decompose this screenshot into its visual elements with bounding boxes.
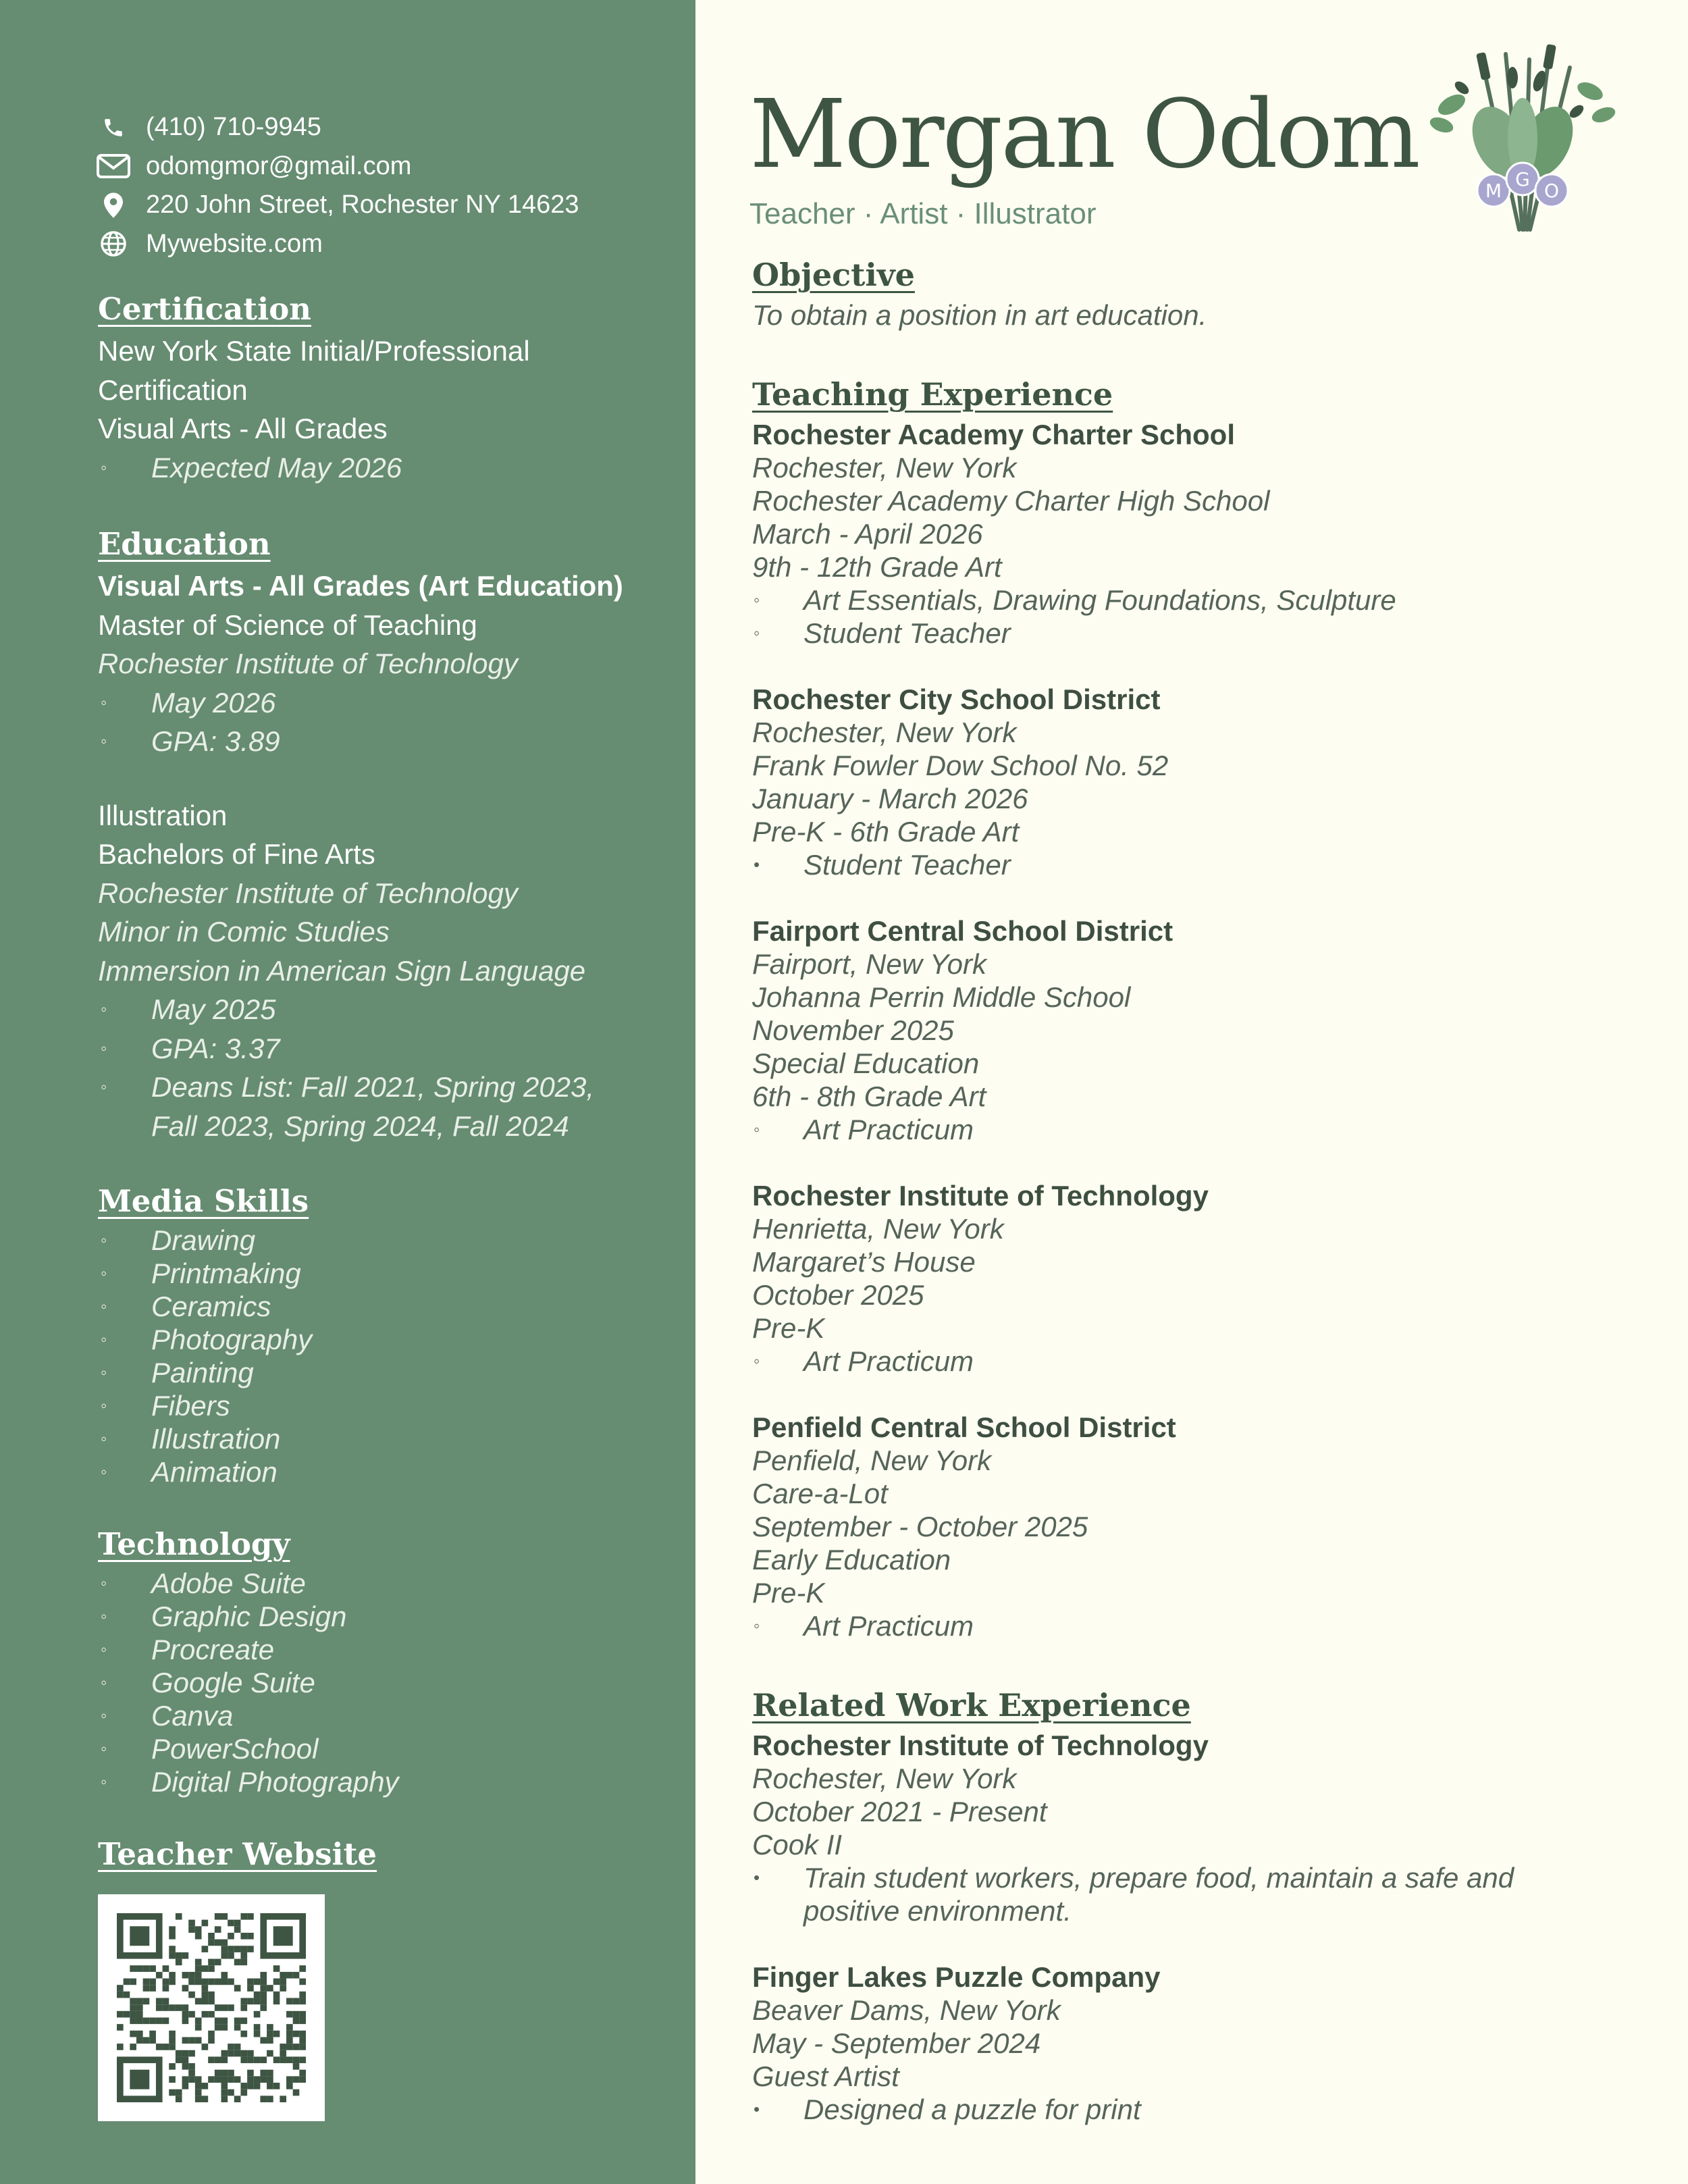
circle-bullet-icon: ◦ [101,1296,107,1316]
address-text: 220 John Street, Rochester NY 14623 [146,190,579,219]
job-line: Rochester, New York [752,717,1017,748]
dot-bullet-icon: • [754,1867,760,1888]
education-bullet [98,683,679,723]
logo-letter: M [1485,180,1502,202]
certification-line: Visual Arts - All Grades [98,413,388,444]
circle-bullet-icon: ◦ [754,1615,760,1636]
globe-icon [96,229,131,259]
job-line: January - March 2026 [752,783,1028,814]
phone-icon [96,113,131,142]
circle-bullet-icon: ◦ [101,999,107,1019]
bullet-text: Ceramics [151,1291,271,1322]
bullet-text: Designed a puzzle for print [803,2094,1141,2125]
education-school: Rochester Institute of Technology [98,648,518,679]
job-org: Penfield Central School District [752,1411,1176,1443]
bullet-text: Graphic Design [151,1601,347,1632]
main-content [752,251,1657,2126]
circle-bullet-icon: ◦ [101,1672,107,1692]
bullet-text: Student Teacher [803,849,1011,881]
media-skill-item [98,1422,679,1455]
job-line: Penfield, New York [752,1445,992,1476]
education-bullet [98,722,679,761]
job-bullet [752,1345,1657,1378]
circle-bullet-icon: ◦ [101,1573,107,1593]
paintbrush-bouquet-logo-icon [1411,41,1634,243]
job-bullet [752,2093,1657,2126]
technology-heading: Technology [98,1526,290,1562]
circle-bullet-icon: ◦ [101,1037,107,1058]
media-skill-item [98,1323,679,1356]
education-school: Rochester Institute of Technology [98,877,518,909]
bullet-text: Canva [151,1700,234,1732]
bullet-text: positive environment. [803,1895,1072,1927]
bullet-text: Fall 2023, Spring 2024, Fall 2024 [151,1110,569,1142]
job-line: March - April 2026 [752,518,983,550]
education-immersion: Immersion in American Sign Language [98,954,586,987]
name-title: Morgan Odom [749,80,1419,190]
related-experience-heading: Related Work Experience [752,1687,1191,1723]
technology-item [98,1666,679,1699]
education-field: Visual Arts - All Grades (Art Education) [98,570,623,602]
circle-bullet-icon: ◦ [754,623,760,643]
job-line: Pre-K [752,1577,825,1609]
job-org: Rochester Academy Charter School [752,419,1236,450]
circle-bullet-icon: ◦ [754,1351,760,1371]
job-line: May - September 2024 [752,2027,1041,2059]
certification-line: New York State Initial/Professional [98,335,530,367]
education-minor: Minor in Comic Studies [98,916,390,947]
job-line: Special Education [752,1047,980,1079]
technology-item [98,1567,679,1600]
contact-address [96,186,677,225]
bullet-text: Art Essentials, Drawing Foundations, Sculpture [803,584,1396,616]
circle-bullet-icon: ◦ [754,1119,760,1139]
bullet-text: GPA: 3.89 [151,725,280,757]
job-line: Beaver Dams, New York [752,1994,1061,2026]
bullet-text: Train student workers, prepare food, maintain a safe and [803,1862,1514,1894]
job-bullet [752,1113,1657,1146]
bullet-text: Google Suite [151,1667,315,1698]
job-line: Fairport, New York [752,948,987,980]
circle-bullet-icon: ◦ [101,692,107,712]
job-line: 9th - 12th Grade Art [752,551,1002,583]
qr-code[interactable] [98,1894,325,2121]
bullet-text: Adobe Suite [151,1567,306,1599]
bullet-text: Art Practicum [803,1114,974,1145]
job-org: Fairport Central School District [752,915,1173,947]
bullet-text: Printmaking [151,1257,301,1289]
circle-bullet-icon: ◦ [101,1461,107,1482]
media-skills-heading: Media Skills [98,1183,309,1219]
bullet-text: Expected May 2026 [151,451,402,484]
envelope-icon [96,151,131,181]
circle-bullet-icon: ◦ [101,1395,107,1415]
media-skill-item [98,1224,679,1257]
job-line: Johanna Perrin Middle School [752,981,1131,1013]
objective-heading: Objective [752,257,915,293]
bullet-text: Photography [151,1324,313,1355]
certification-line: Certification [98,373,248,406]
bullet-text: Student Teacher [803,617,1011,649]
job-line: October 2021 - Present [752,1796,1047,1827]
job-line: Rochester, New York [752,1763,1017,1794]
job-line: Guest Artist [752,2060,899,2092]
media-skill-item [98,1455,679,1488]
sidebar [0,0,695,2184]
education-field: Illustration [98,799,228,831]
qr-code-icon [117,1913,306,2102]
job-line: October 2025 [752,1279,924,1311]
education-degree: Bachelors of Fine Arts [98,838,375,870]
job-line: November 2025 [752,1014,954,1046]
bullet-text: PowerSchool [151,1733,319,1765]
email-text: odomgmor@gmail.com [146,151,412,180]
bullet-text: Art Practicum [803,1610,974,1642]
bullet-text: May 2025 [151,993,276,1025]
circle-bullet-icon: ◦ [101,1606,107,1626]
education-bullet-continuation [98,1107,679,1146]
contact-block [96,108,677,263]
website-text: Mywebsite.com [146,229,323,258]
circle-bullet-icon: ◦ [101,1230,107,1250]
education-bullet [98,990,679,1029]
job-line: September - October 2025 [752,1511,1088,1542]
education-degree: Master of Science of Teaching [98,608,477,641]
job-line: Rochester, New York [752,452,1017,484]
circle-bullet-icon: ◦ [101,457,107,477]
technology-item [98,1600,679,1633]
media-skill-item [98,1290,679,1323]
job-bullet-continuation [752,1894,1657,1927]
job-line: Margaret’s House [752,1246,976,1278]
job-org: Finger Lakes Puzzle Company [752,1961,1161,1993]
job-line: Henrietta, New York [752,1213,1004,1245]
job-line: Pre-K - 6th Grade Art [752,816,1020,848]
circle-bullet-icon: ◦ [101,1771,107,1792]
job-line: 6th - 8th Grade Art [752,1081,986,1112]
bullet-text: Art Practicum [803,1345,974,1377]
logo-letter: O [1544,180,1560,202]
circle-bullet-icon: ◦ [101,1738,107,1759]
job-org: Rochester City School District [752,683,1161,715]
dot-bullet-icon: • [754,2099,760,2119]
job-bullet [752,1861,1657,1894]
job-bullet [752,848,1657,881]
bullet-text: Fibers [151,1390,230,1422]
job-line: Care-a-Lot [752,1478,888,1509]
technology-item [98,1732,679,1765]
job-line: Cook II [752,1829,843,1861]
media-skill-item [98,1389,679,1422]
circle-bullet-icon: ◦ [101,1428,107,1449]
education-bullet [98,1029,679,1068]
job-org: Rochester Institute of Technology [752,1730,1209,1761]
objective-text: To obtain a position in art education. [752,299,1207,331]
circle-bullet-icon: ◦ [101,1076,107,1097]
contact-email [96,147,677,186]
circle-bullet-icon: ◦ [101,1362,107,1382]
circle-bullet-icon: ◦ [101,1705,107,1725]
bullet-text: Procreate [151,1634,275,1665]
bullet-text: Drawing [151,1224,256,1256]
circle-bullet-icon: ◦ [101,1639,107,1659]
phone-text: (410) 710-9945 [146,113,321,142]
contact-phone [96,108,677,147]
bullet-text: GPA: 3.37 [151,1032,280,1064]
media-skill-item [98,1356,679,1389]
teacher-website-heading: Teacher Website [98,1836,377,1872]
job-bullet [752,583,1657,617]
technology-item [98,1699,679,1732]
certification-bullet [98,448,679,488]
job-line: Rochester Academy Charter High School [752,485,1270,517]
location-pin-icon [96,190,131,220]
education-bullet [98,1068,679,1107]
bullet-text: Animation [151,1456,278,1488]
bullet-text: Digital Photography [151,1766,399,1798]
job-line: Frank Fowler Dow School No. 52 [752,750,1169,781]
job-line: Early Education [752,1544,951,1576]
bullet-text: Deans List: Fall 2021, Spring 2023, [151,1071,595,1103]
technology-item [98,1765,679,1798]
job-bullet [752,617,1657,650]
logo-letter: G [1515,168,1530,190]
circle-bullet-icon: ◦ [754,590,760,610]
technology-item [98,1633,679,1666]
certification-heading: Certification [98,291,311,327]
job-org: Rochester Institute of Technology [752,1180,1209,1212]
teaching-experience-heading: Teaching Experience [752,376,1113,413]
job-line: Pre-K [752,1312,825,1344]
job-bullet [752,1609,1657,1642]
dot-bullet-icon: • [754,854,760,875]
bullet-text: May 2026 [151,686,276,719]
tagline: Teacher · Artist · Illustrator [749,197,1097,230]
media-skill-item [98,1257,679,1290]
bullet-text: Painting [151,1357,254,1388]
education-heading: Education [98,526,271,562]
sidebar-content [98,287,679,2121]
circle-bullet-icon: ◦ [101,1329,107,1349]
circle-bullet-icon: ◦ [101,1263,107,1283]
circle-bullet-icon: ◦ [101,731,107,751]
bullet-text: Illustration [151,1423,281,1455]
contact-website [96,225,677,264]
